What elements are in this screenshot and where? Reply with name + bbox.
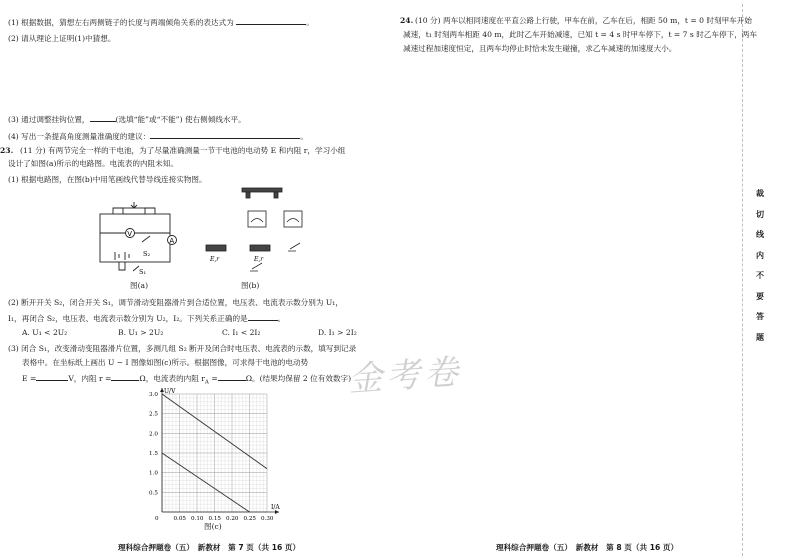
x-tick-label: 0.30 (261, 516, 274, 522)
option-c: C. I₁ < 2I₂ (222, 328, 261, 337)
q24-stem-line3: 减速过程加速度恒定，且两车均停止时恰未发生碰撞，求乙车减速的加速度大小。 (403, 44, 677, 53)
switch-s1-label: S₁ (139, 268, 147, 275)
switch-icon (250, 263, 262, 271)
option-b: B. U₁ > 2U₂ (118, 328, 164, 337)
answer-blank[interactable] (150, 130, 300, 139)
answer-blank[interactable] (36, 372, 68, 381)
voltmeter-icon (248, 211, 266, 227)
x-tick-label: 0.10 (191, 516, 204, 522)
cut-line (742, 4, 743, 556)
margin-char: 切 (756, 209, 764, 219)
ammeter-icon (284, 211, 302, 227)
option-a: A. U₁ < 2U₂ (22, 328, 68, 337)
q24-stem-line1: (10 分) 两车以相同速度在平直公路上行驶，甲车在前，乙车在后，相距 50 m，t = 0 时刻甲车开始 (415, 16, 752, 25)
switch-icon (288, 243, 300, 251)
switch-s2-label: S₂ (143, 250, 151, 258)
answer-blank[interactable] (218, 372, 246, 381)
y-tick-label: 1.5 (149, 451, 158, 457)
figure-a-caption: 图(a) (130, 281, 149, 290)
answer-blank[interactable] (236, 16, 306, 25)
q22-part3: (3) 通过调整挂钩位置， (选填“能”或“不能”) 使右侧倾线水平。 (8, 115, 246, 124)
x-tick-label: 0.05 (173, 516, 186, 522)
q23-stem-line1: (11 分) 有两节完全一样的干电池，为了尽量准确测量一节干电池的电动势 E 和内阻 r，学习小组 (20, 146, 346, 155)
voltmeter-label: V (127, 229, 133, 238)
page-footer-left: 理科综合押题卷（五） 新教材 第 7 页（共 16 页） (118, 543, 301, 552)
rheostat-icon (242, 188, 282, 192)
battery-icon (250, 245, 270, 251)
q23-number: 23. (0, 146, 14, 155)
figure-b-caption: 图(b) (241, 281, 260, 290)
battery2-label: E,r (254, 256, 264, 263)
apparatus-figure-b (200, 185, 320, 275)
x-tick-label: 0.25 (243, 516, 256, 522)
answer-blank[interactable] (111, 372, 139, 381)
q24-stem-line2: 减速，t₁ 时刻两车相距 40 m，此时乙车开始减速，已知 t = 4 s 时甲车停下，t = 7 s 时乙车停下，两车 (403, 30, 757, 39)
q23-part2-line1: (2) 断开开关 S₂，闭合开关 S₁，调节滑动变阻器滑片到合适位置，电压表、电流表示数分别为 U₁， (8, 298, 343, 307)
y-tick-label: 1.0 (149, 470, 158, 477)
figure-c-caption: 图(c) (204, 522, 222, 531)
margin-char: 答 (756, 312, 764, 321)
q22-part1: (1) 根据数据，猜想左右两侧链子的长度与两端倾角关系的表达式为 。 (8, 18, 314, 27)
binding-margin-note (752, 188, 768, 352)
y-tick-label: 2.5 (149, 411, 158, 418)
margin-char: 题 (756, 332, 764, 342)
q22-part2: (2) 请从理论上证明(1)中猜想。 (8, 34, 116, 43)
ammeter-label: A (169, 236, 175, 245)
page-footer-right: 理科综合押题卷（五） 新教材 第 8 页（共 16 页） (496, 543, 679, 552)
ui-graph-c (148, 386, 288, 526)
q22-part4: (4) 写出一条提高角度测量准确度的建议： 。 (8, 132, 308, 141)
y-tick-label: 2.0 (149, 431, 158, 438)
answer-blank[interactable] (248, 312, 278, 321)
watermark: 金考卷 (346, 352, 464, 400)
q24-number: 24. (400, 16, 414, 25)
margin-char: 内 (756, 250, 764, 260)
answer-blank[interactable] (90, 113, 116, 122)
q23-stem-line2: 设计了如图(a)所示的电路图。电流表的内阻未知。 (8, 159, 178, 168)
option-d: D. I₁ > 2I₂ (318, 328, 357, 337)
x-tick-label: 0.15 (208, 516, 221, 522)
series-line (162, 453, 250, 512)
margin-char: 裁 (756, 189, 764, 198)
x-axis-label: I/A (271, 504, 280, 511)
origin-label: 0 (155, 516, 159, 522)
battery1-label: E,r (210, 256, 220, 263)
margin-char: 不 (756, 271, 764, 280)
q23-part2-line2: I₁，再闭合 S₂，电压表、电流表示数分别为 U₂，I₂。下列关系正确的是 。 (8, 314, 286, 323)
q23-part3-line1: (3) 闭合 S₁，改变滑动变阻器滑片位置，多测几组 S₂ 断开及闭合时电压表、电流表的示数，填写到记录 (8, 344, 357, 353)
circuit-diagram-a (95, 200, 190, 275)
y-tick-label: 0.5 (149, 490, 158, 497)
margin-char: 要 (756, 291, 764, 301)
margin-char: 线 (756, 230, 764, 239)
q23-part3-line3: E = V，内阻 r = Ω，电流表的内阻 $r_A = \Omega$。(结果均保留 2 位有效数字) (22, 374, 352, 386)
y-tick-label: 3.0 (149, 392, 158, 398)
y-axis-label: U/V (164, 388, 176, 395)
battery-icon (206, 245, 226, 251)
x-tick-label: 0.20 (226, 516, 239, 522)
q23-part3-line2: 表格中。在坐标纸上画出 U − I 图像如图(c)所示。根据图像，可求得干电池的电动势 (22, 358, 309, 367)
q23-part1: (1) 根据电路图，在图(b)中用笔画线代替导线连接实物图。 (8, 175, 207, 184)
